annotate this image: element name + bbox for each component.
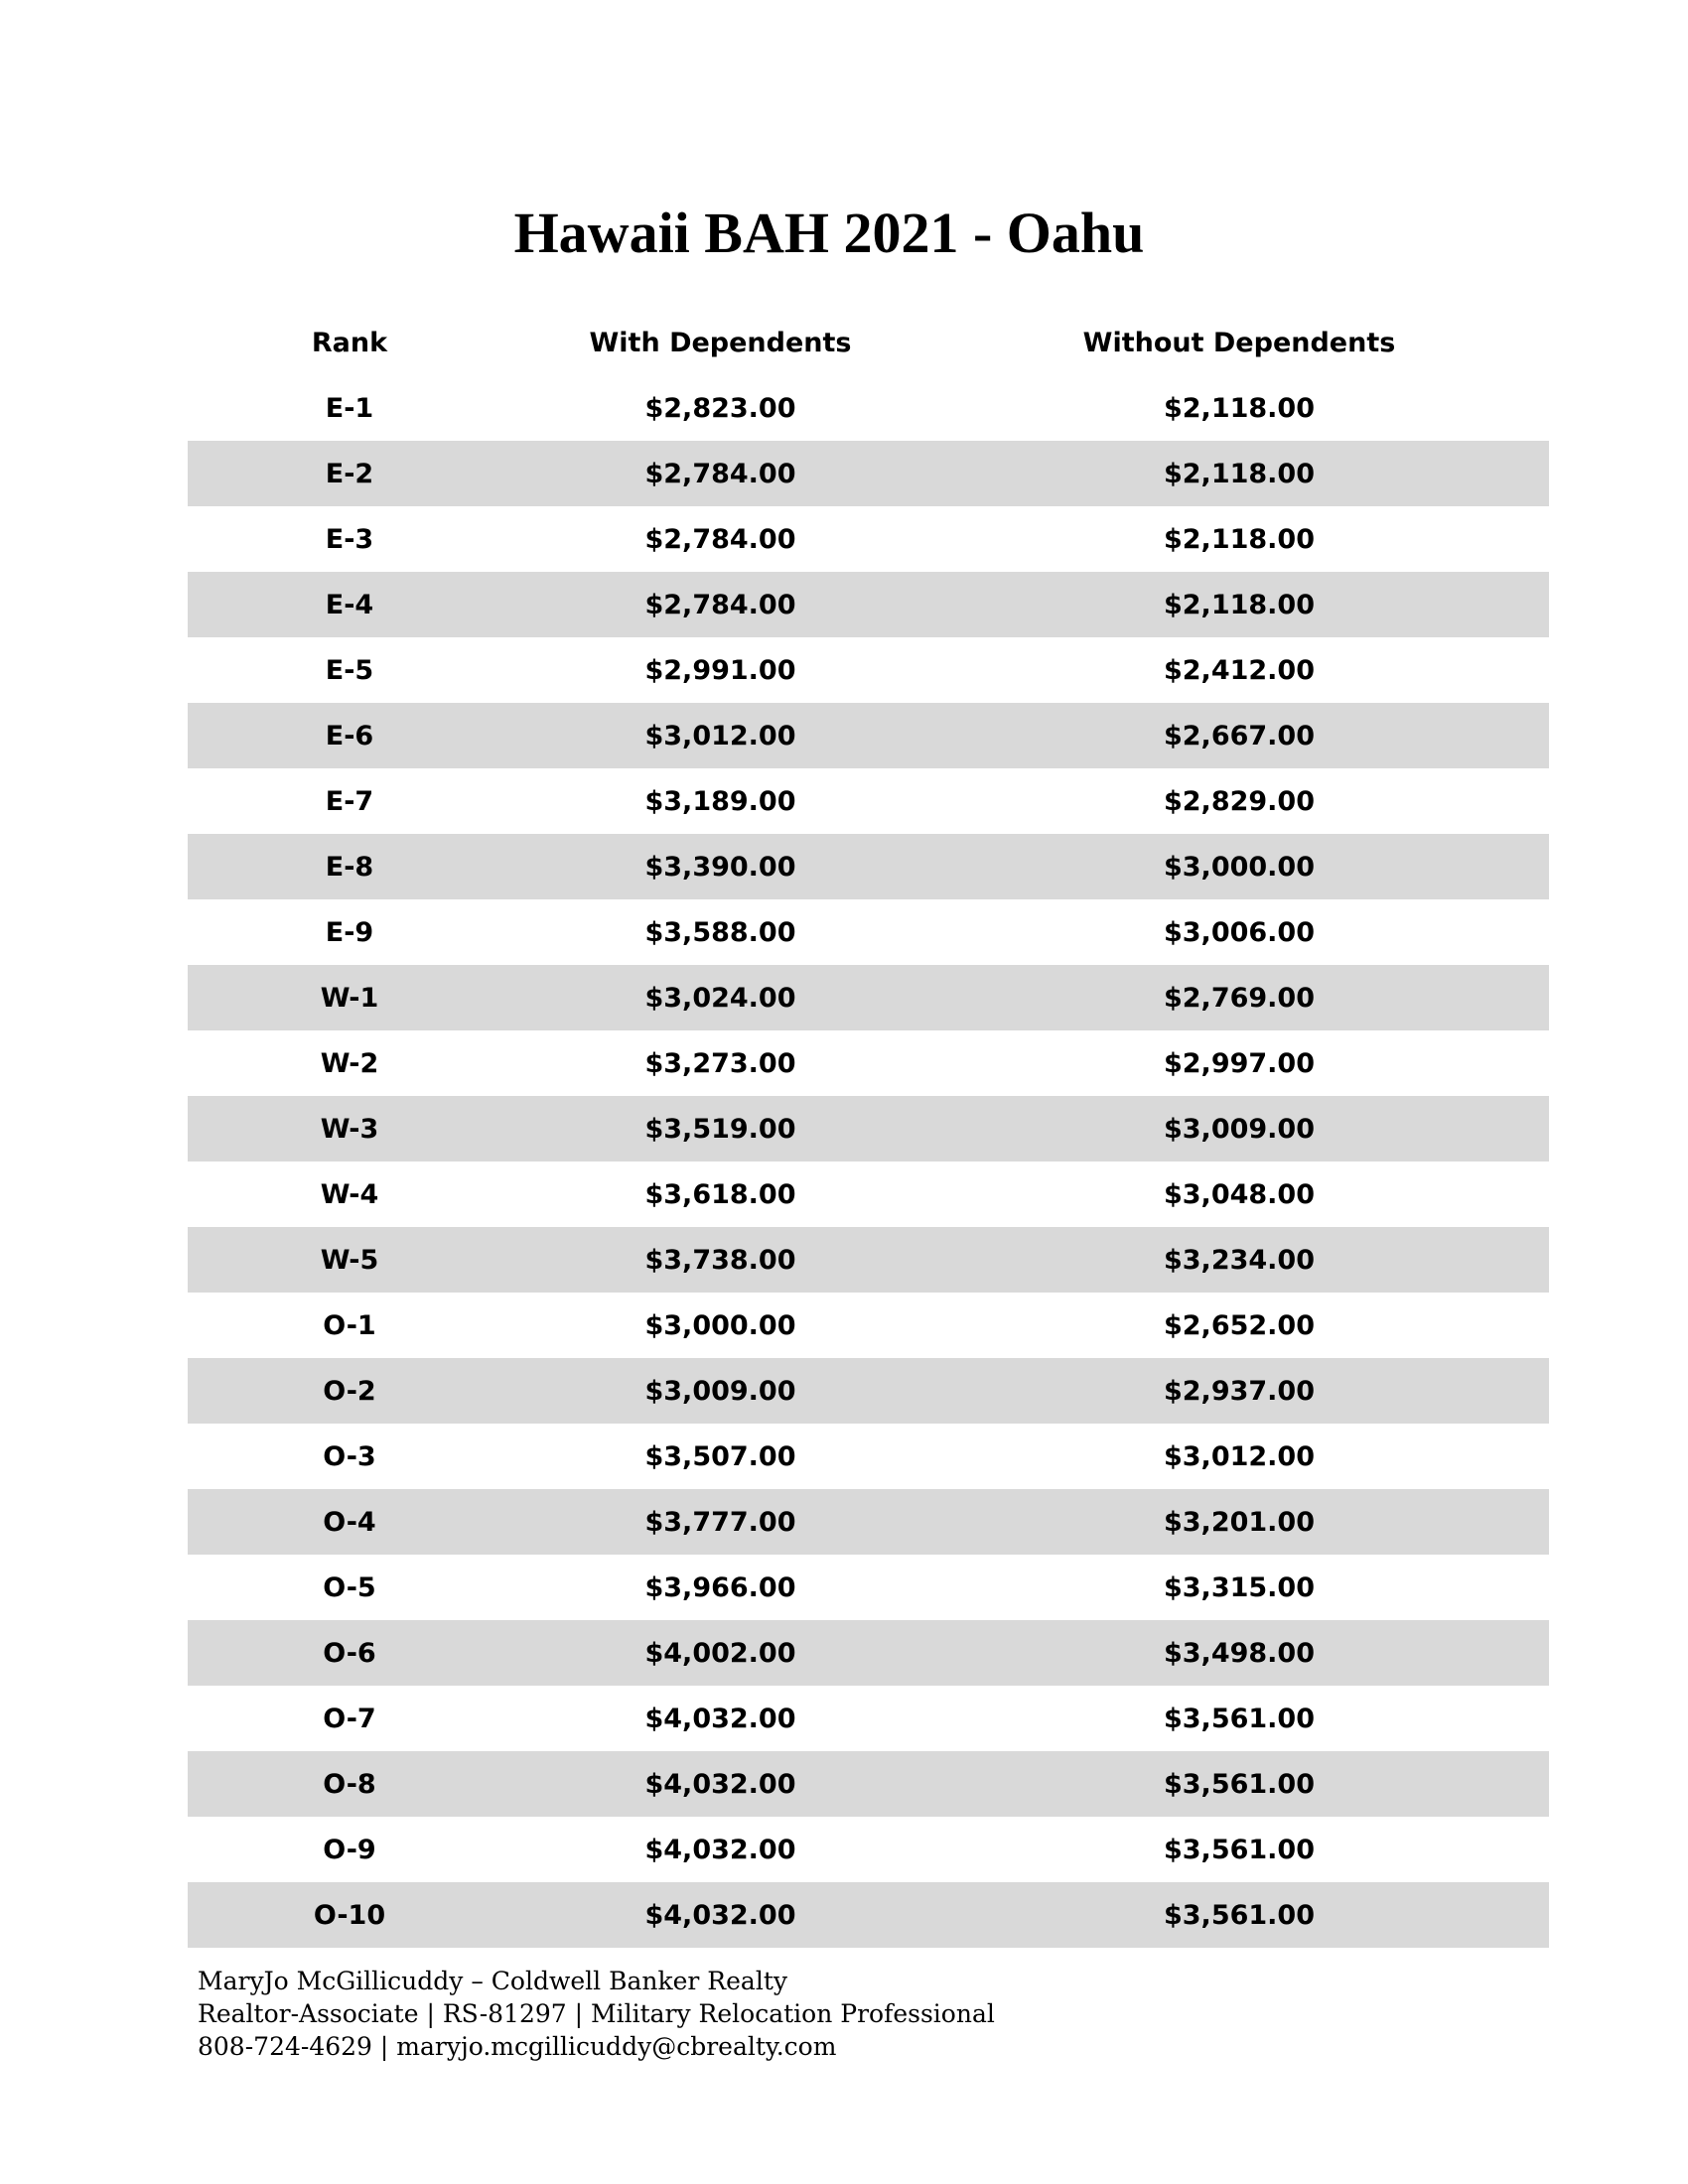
cell-rank: O-8 — [188, 1751, 511, 1817]
cell-rank: E-9 — [325, 916, 374, 948]
cell-rank: W-3 — [188, 1096, 511, 1161]
cell-with-dependents: $3,588.00 — [644, 916, 796, 948]
cell-with-dependents: $4,032.00 — [644, 1834, 796, 1865]
table-row — [188, 768, 1549, 834]
table-row — [188, 506, 1549, 572]
cell-with-dependents: $3,009.00 — [511, 1358, 929, 1424]
cell-with-dependents: $2,784.00 — [511, 441, 929, 506]
cell-with-dependents: $3,519.00 — [511, 1096, 929, 1161]
cell-rank: W-1 — [188, 965, 511, 1030]
cell-rank: W-4 — [320, 1178, 379, 1210]
cell-with-dependents: $3,024.00 — [511, 965, 929, 1030]
table-row — [188, 1555, 1549, 1620]
cell-rank: E-1 — [325, 392, 374, 424]
table-row — [188, 1227, 1549, 1293]
cell-with-dependents: $3,777.00 — [511, 1489, 929, 1555]
cell-without-dependents: $2,667.00 — [929, 703, 1549, 768]
cell-without-dependents: $3,315.00 — [1163, 1571, 1316, 1603]
cell-rank: O-7 — [323, 1703, 376, 1734]
agent-contact-footer — [198, 1965, 995, 2063]
table-row — [188, 1424, 1549, 1489]
table-row — [188, 572, 1549, 637]
cell-rank: O-3 — [323, 1440, 376, 1472]
cell-without-dependents: $2,937.00 — [929, 1358, 1549, 1424]
cell-with-dependents: $2,784.00 — [644, 523, 796, 555]
cell-without-dependents: $2,118.00 — [1163, 523, 1316, 555]
table-body — [188, 375, 1549, 1948]
table-row — [188, 637, 1549, 703]
cell-rank: E-4 — [188, 572, 511, 637]
cell-rank: E-2 — [188, 441, 511, 506]
header-without-dependents: Without Dependents — [1082, 327, 1396, 358]
cell-rank: O-5 — [323, 1571, 376, 1603]
cell-with-dependents: $3,390.00 — [511, 834, 929, 899]
cell-rank: O-1 — [323, 1309, 376, 1341]
cell-without-dependents: $2,769.00 — [929, 965, 1549, 1030]
agent-credentials-line: Realtor-Associate | RS-81297 | Military Relocation Professional — [198, 1999, 995, 2028]
cell-without-dependents: $3,561.00 — [1163, 1834, 1316, 1865]
cell-with-dependents: $2,991.00 — [644, 654, 796, 686]
cell-with-dependents: $3,738.00 — [511, 1227, 929, 1293]
cell-rank: E-6 — [188, 703, 511, 768]
cell-with-dependents: $3,507.00 — [644, 1440, 796, 1472]
cell-with-dependents: $4,032.00 — [644, 1703, 796, 1734]
agent-contact-line: 808-724-4629 | maryjo.mcgillicuddy@cbrealty.com — [198, 2032, 837, 2061]
table-row — [188, 375, 1549, 441]
cell-rank: O-10 — [188, 1882, 511, 1948]
table-row — [188, 1161, 1549, 1227]
cell-with-dependents: $4,032.00 — [511, 1882, 929, 1948]
cell-with-dependents: $3,966.00 — [644, 1571, 796, 1603]
cell-rank: O-2 — [188, 1358, 511, 1424]
cell-rank: E-5 — [325, 654, 374, 686]
cell-rank: W-5 — [188, 1227, 511, 1293]
cell-rank: O-4 — [188, 1489, 511, 1555]
cell-without-dependents: $2,652.00 — [1163, 1309, 1316, 1341]
table-row — [188, 1030, 1549, 1096]
table-row — [188, 1358, 1549, 1424]
table-row — [188, 1489, 1549, 1555]
cell-with-dependents: $2,784.00 — [511, 572, 929, 637]
cell-with-dependents: $4,032.00 — [511, 1751, 929, 1817]
table-row — [188, 965, 1549, 1030]
table-row — [188, 1882, 1549, 1948]
table-row — [188, 834, 1549, 899]
cell-without-dependents: $2,829.00 — [1163, 785, 1316, 817]
bah-table — [188, 310, 1549, 1948]
cell-with-dependents: $3,273.00 — [644, 1047, 796, 1079]
table-row — [188, 1751, 1549, 1817]
cell-with-dependents: $3,189.00 — [644, 785, 796, 817]
page-title: Hawaii BAH 2021 - Oahu — [513, 201, 1145, 265]
table-header-row — [188, 310, 1549, 375]
cell-without-dependents: $3,561.00 — [929, 1882, 1549, 1948]
table-row — [188, 1817, 1549, 1882]
cell-rank: E-7 — [325, 785, 374, 817]
cell-with-dependents: $3,012.00 — [511, 703, 929, 768]
cell-without-dependents: $3,009.00 — [929, 1096, 1549, 1161]
header-rank: Rank — [311, 327, 388, 358]
cell-rank: O-6 — [188, 1620, 511, 1686]
cell-without-dependents: $3,048.00 — [1163, 1178, 1316, 1210]
cell-without-dependents: $3,000.00 — [929, 834, 1549, 899]
table-row — [188, 899, 1549, 965]
table-row — [188, 703, 1549, 768]
cell-without-dependents: $2,412.00 — [1163, 654, 1316, 686]
cell-without-dependents: $3,561.00 — [929, 1751, 1549, 1817]
cell-rank: W-2 — [320, 1047, 379, 1079]
cell-rank: E-8 — [188, 834, 511, 899]
cell-without-dependents: $3,234.00 — [929, 1227, 1549, 1293]
table-row — [188, 1293, 1549, 1358]
cell-without-dependents: $3,006.00 — [1163, 916, 1316, 948]
header-with-dependents: With Dependents — [589, 327, 852, 358]
table-row — [188, 1620, 1549, 1686]
cell-without-dependents: $3,561.00 — [1163, 1703, 1316, 1734]
cell-without-dependents: $2,118.00 — [1163, 392, 1316, 424]
cell-without-dependents: $2,997.00 — [1163, 1047, 1316, 1079]
cell-without-dependents: $2,118.00 — [929, 441, 1549, 506]
cell-rank: O-9 — [323, 1834, 376, 1865]
cell-with-dependents: $3,000.00 — [644, 1309, 796, 1341]
cell-with-dependents: $2,823.00 — [644, 392, 796, 424]
cell-with-dependents: $3,618.00 — [644, 1178, 796, 1210]
cell-without-dependents: $3,498.00 — [929, 1620, 1549, 1686]
cell-without-dependents: $3,201.00 — [929, 1489, 1549, 1555]
table-row — [188, 1686, 1549, 1751]
cell-without-dependents: $3,012.00 — [1163, 1440, 1316, 1472]
cell-without-dependents: $2,118.00 — [929, 572, 1549, 637]
cell-with-dependents: $4,002.00 — [511, 1620, 929, 1686]
table-row — [188, 1096, 1549, 1161]
cell-rank: E-3 — [325, 523, 374, 555]
table-row — [188, 441, 1549, 506]
agent-name-line: MaryJo McGillicuddy – Coldwell Banker Realty — [198, 1967, 787, 1995]
